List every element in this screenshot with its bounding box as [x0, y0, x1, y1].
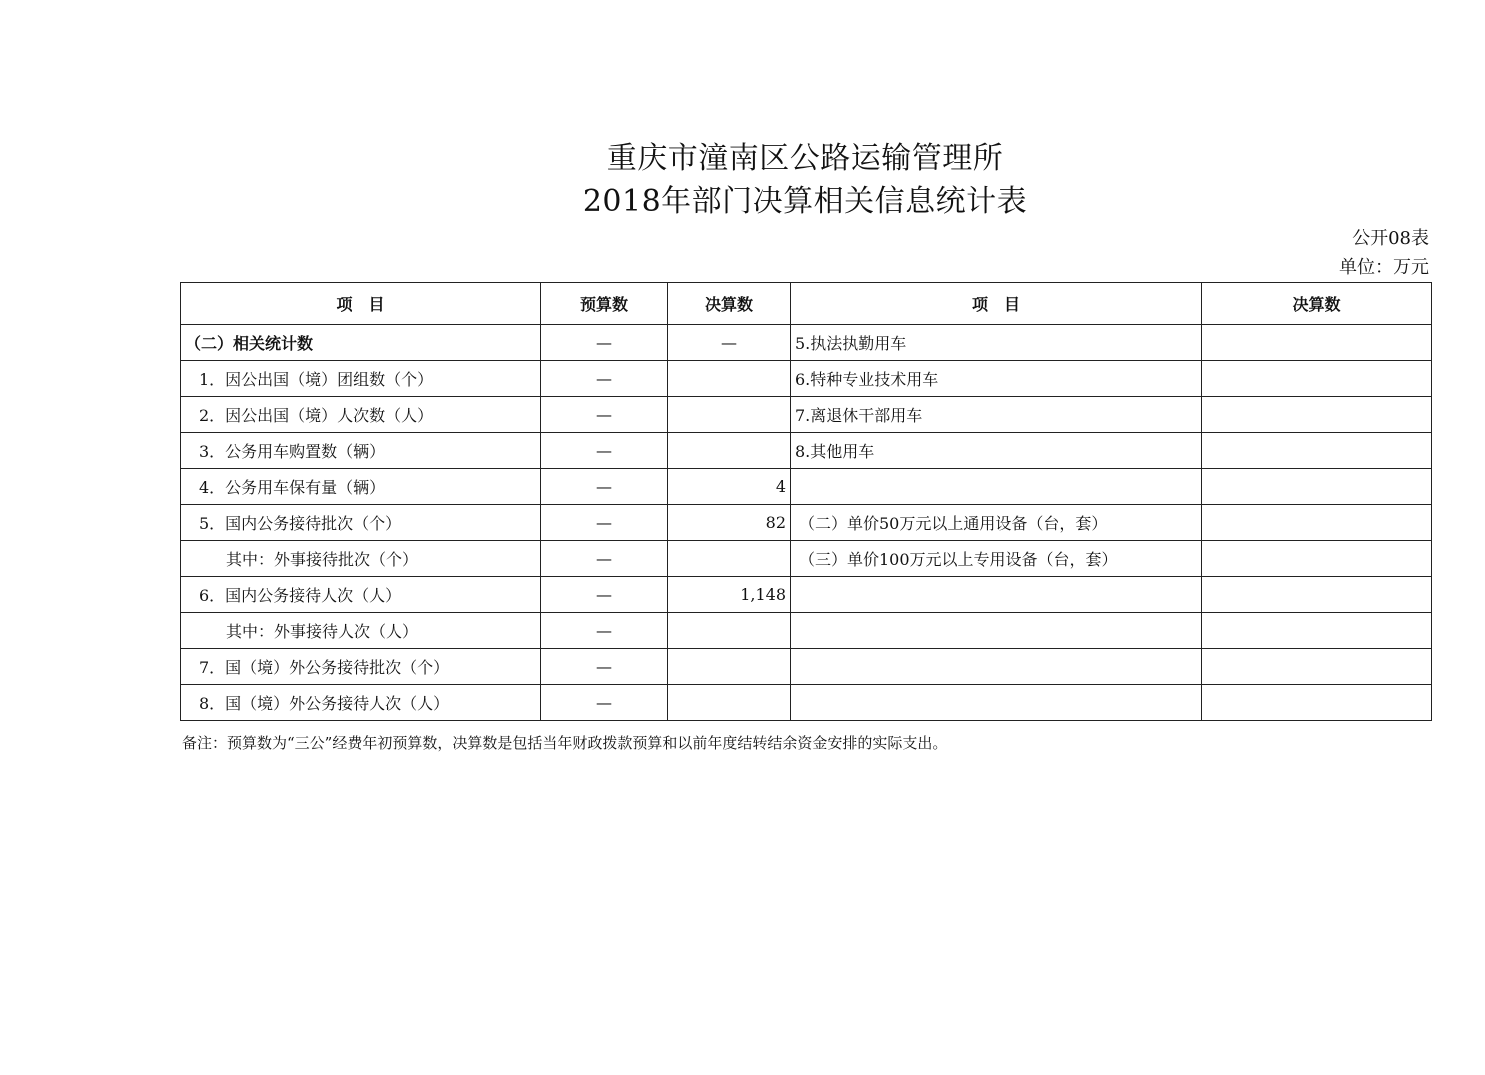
row-right-final — [1202, 325, 1432, 361]
row-right-item — [791, 469, 1202, 505]
row-right-final — [1202, 541, 1432, 577]
table-row — [181, 469, 1432, 505]
row-item: 其中：外事接待人次（人） — [181, 613, 541, 649]
row-item: （二）相关统计数 — [181, 325, 541, 361]
column-header-budget: 预算数 — [541, 283, 668, 325]
row-right-final — [1202, 577, 1432, 613]
table-row — [181, 505, 1432, 541]
row-right-final — [1202, 433, 1432, 469]
row-right-item: 7.离退休干部用车 — [791, 397, 1202, 433]
table-row — [181, 361, 1432, 397]
page-title: 重庆市潼南区公路运输管理所 — [606, 141, 1004, 176]
table-row — [181, 325, 1432, 361]
row-item: 4．公务用车保有量（辆） — [181, 469, 541, 505]
row-budget: — — [541, 325, 668, 361]
row-final — [668, 433, 791, 469]
row-item: 8．国（境）外公务接待人次（人） — [181, 685, 541, 721]
row-right-final — [1202, 613, 1432, 649]
table-row — [181, 397, 1432, 433]
row-item: 3．公务用车购置数（辆） — [181, 433, 541, 469]
row-item: 1．因公出国（境）团组数（个） — [181, 361, 541, 397]
table-row — [181, 541, 1432, 577]
row-right-item — [791, 685, 1202, 721]
row-final — [668, 397, 791, 433]
row-item: 2．因公出国（境）人次数（人） — [181, 397, 541, 433]
table-row — [181, 613, 1432, 649]
row-final — [668, 541, 791, 577]
column-header-item-left: 项 目 — [181, 283, 541, 325]
column-header-final-right: 决算数 — [1202, 283, 1432, 325]
column-header-item-right: 项 目 — [791, 283, 1202, 325]
table-row — [181, 577, 1432, 613]
row-right-item: 5.执法执勤用车 — [791, 325, 1202, 361]
row-final — [668, 613, 791, 649]
statistics-table — [180, 282, 1432, 721]
row-final — [668, 361, 791, 397]
row-budget: — — [541, 433, 668, 469]
row-right-final — [1202, 649, 1432, 685]
row-right-item — [791, 577, 1202, 613]
row-budget: — — [541, 613, 668, 649]
row-right-final — [1202, 685, 1432, 721]
row-right-item: 6.特种专业技术用车 — [791, 361, 1202, 397]
row-final: 1,148 — [668, 577, 791, 613]
table-row — [181, 649, 1432, 685]
row-budget: — — [541, 541, 668, 577]
footnote: 备注：预算数为“三公”经费年初预算数，决算数是包括当年财政拨款预算和以前年度结转结余资金安排的实际支出。 — [182, 734, 948, 752]
row-right-final — [1202, 469, 1432, 505]
table-row — [181, 433, 1432, 469]
row-right-item — [791, 613, 1202, 649]
row-item: 6．国内公务接待人次（人） — [181, 577, 541, 613]
row-right-final — [1202, 505, 1432, 541]
unit-label: 单位：万元 — [1339, 257, 1429, 278]
row-budget: — — [541, 397, 668, 433]
row-final — [668, 685, 791, 721]
column-header-final: 决算数 — [668, 283, 791, 325]
row-budget: — — [541, 505, 668, 541]
row-right-final — [1202, 397, 1432, 433]
row-right-item: （三）单价100万元以上专用设备（台，套） — [791, 541, 1202, 577]
row-item: 其中：外事接待批次（个） — [181, 541, 541, 577]
row-final: — — [668, 325, 791, 361]
row-budget: — — [541, 361, 668, 397]
row-right-item: （二）单价50万元以上通用设备（台，套） — [791, 505, 1202, 541]
table-row — [181, 685, 1432, 721]
table-header-row — [181, 283, 1432, 325]
row-right-final — [1202, 361, 1432, 397]
row-right-item — [791, 649, 1202, 685]
row-item: 5．国内公务接待批次（个） — [181, 505, 541, 541]
row-budget: — — [541, 685, 668, 721]
row-item: 7．国（境）外公务接待批次（个） — [181, 649, 541, 685]
row-final — [668, 649, 791, 685]
form-code: 公开08表 — [1352, 228, 1429, 249]
row-budget: — — [541, 649, 668, 685]
row-budget: — — [541, 577, 668, 613]
row-budget: — — [541, 469, 668, 505]
row-final: 82 — [668, 505, 791, 541]
page-subtitle: 2018年部门决算相关信息统计表 — [582, 184, 1028, 219]
row-final: 4 — [668, 469, 791, 505]
row-right-item: 8.其他用车 — [791, 433, 1202, 469]
